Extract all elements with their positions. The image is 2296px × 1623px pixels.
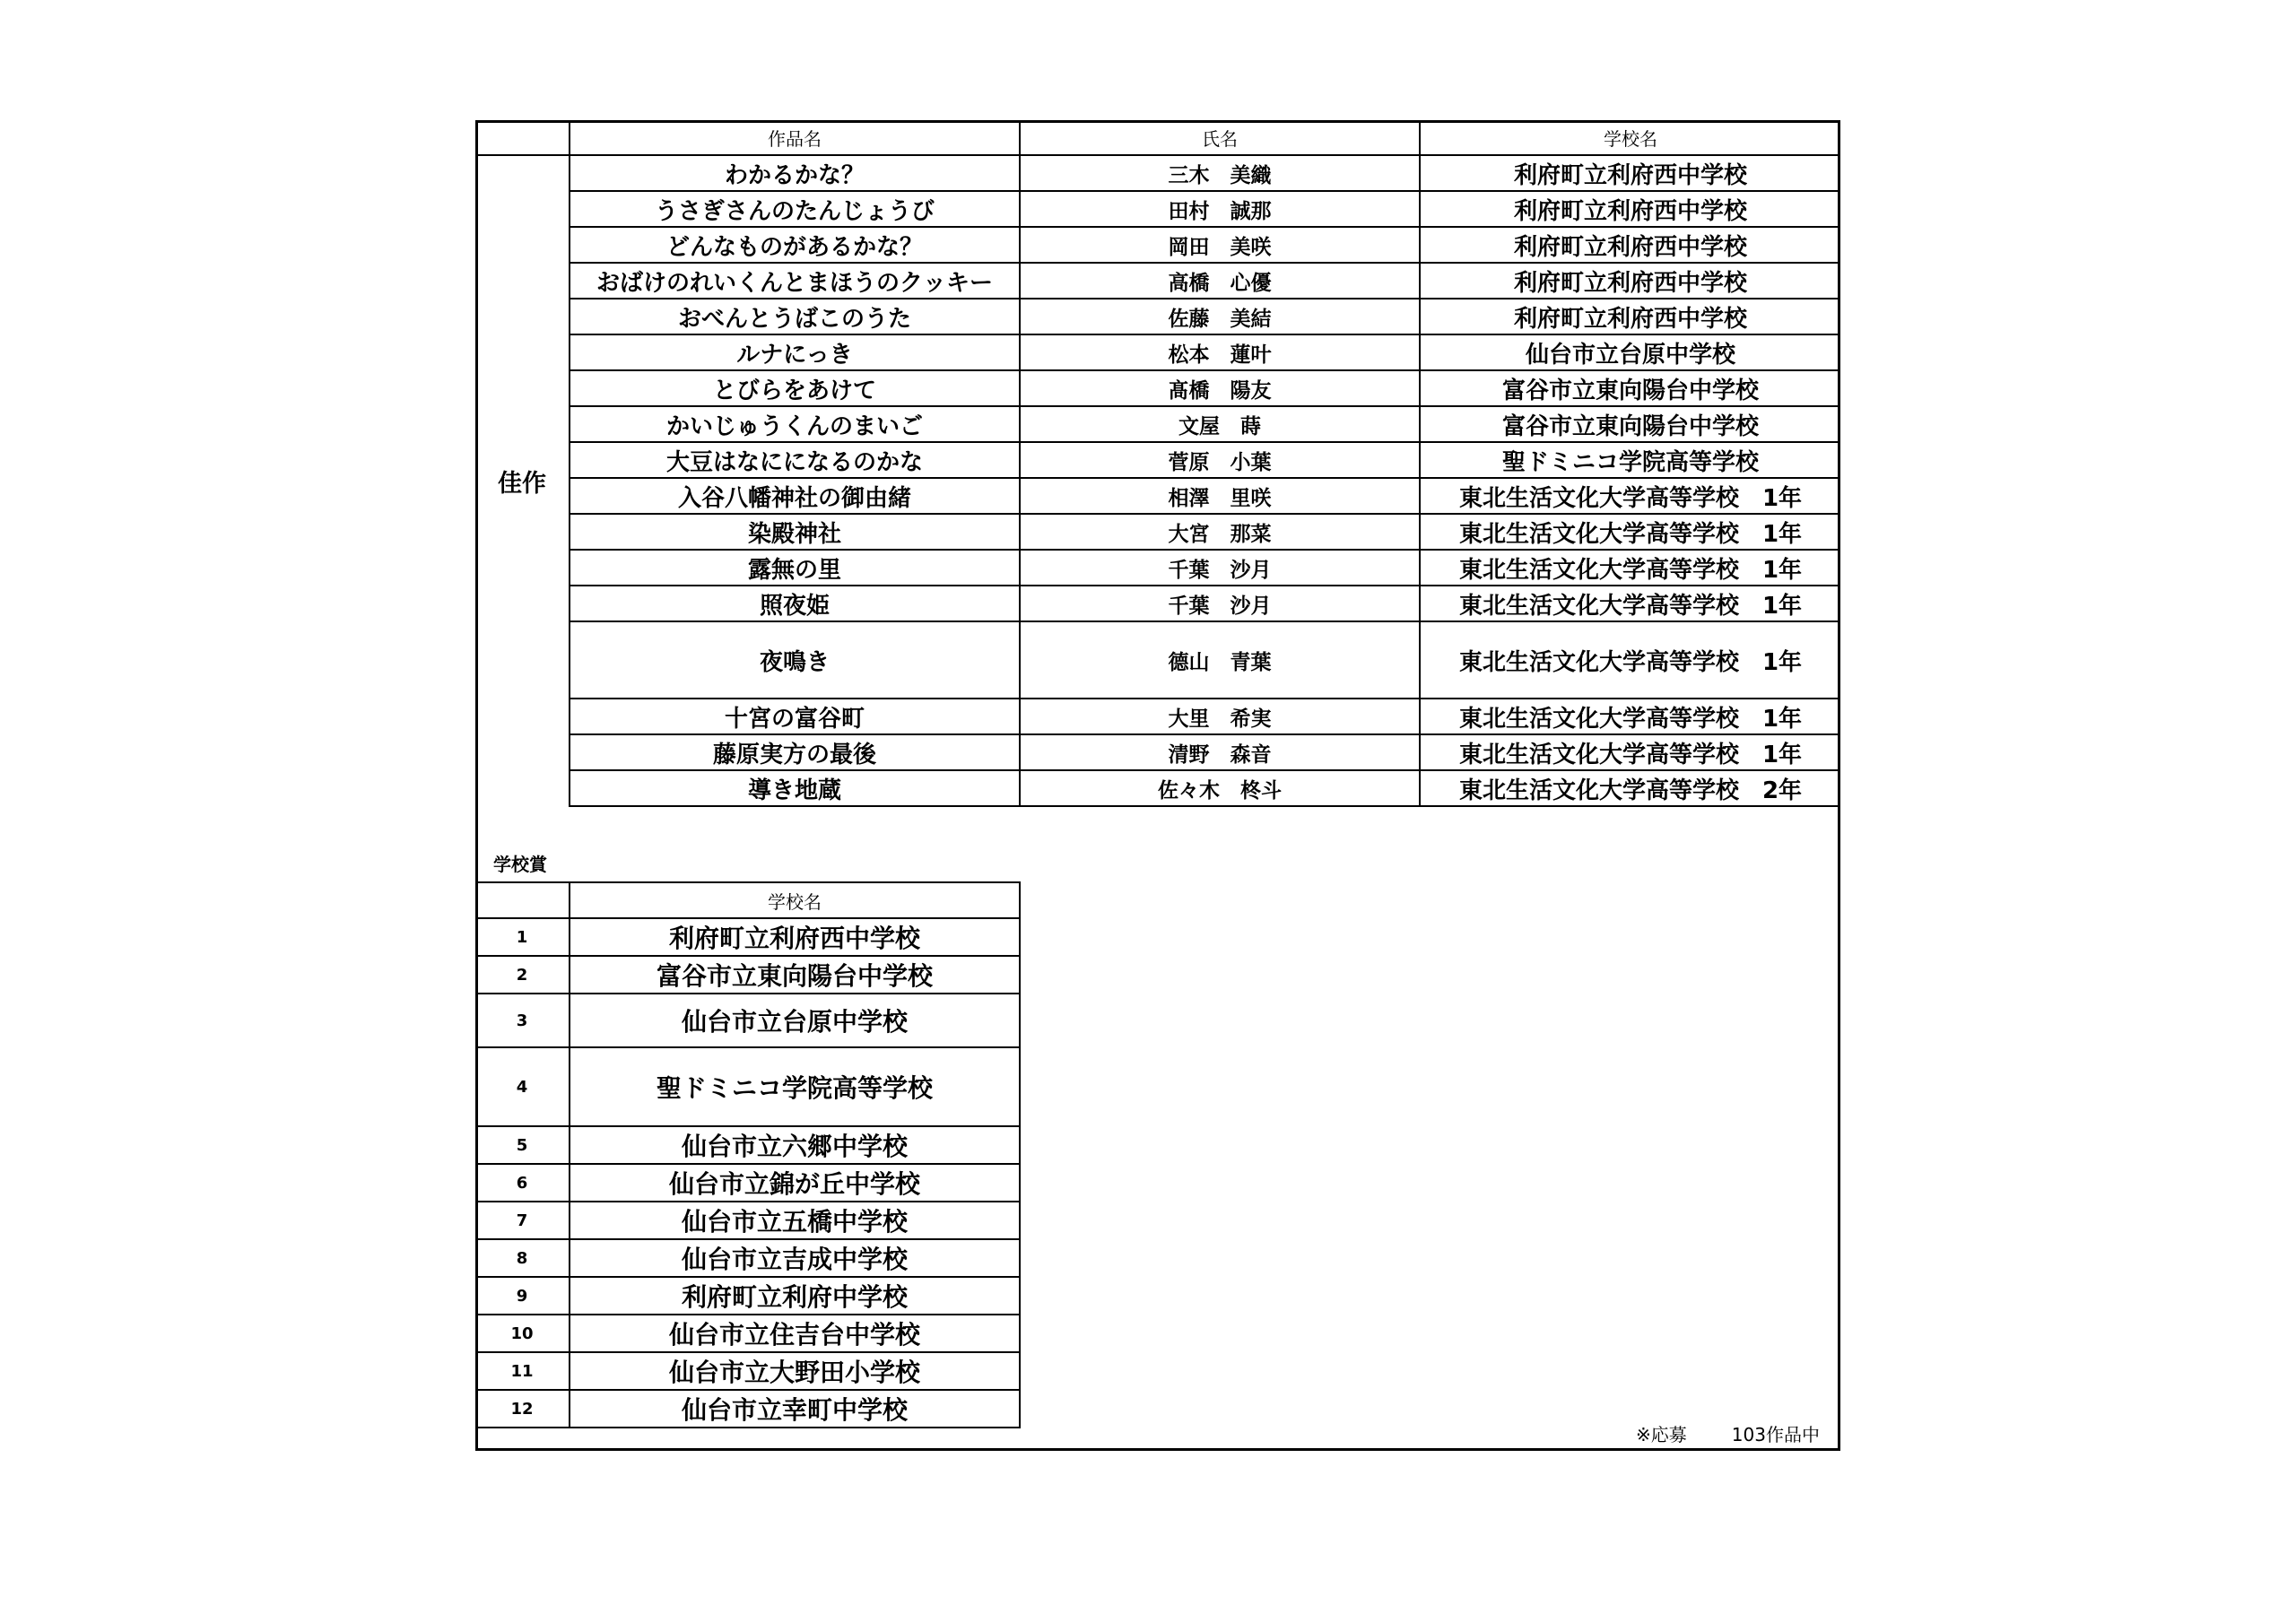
rank-row	[475, 1202, 1020, 1239]
ranked-school-name: 仙台市立住吉台中学校	[570, 1315, 1020, 1352]
work-title-cell: ルナにっき	[570, 334, 1020, 370]
school-name-cell: 東北生活文化大学高等学校 1年	[1420, 478, 1840, 514]
table-row	[475, 191, 1840, 227]
table-row	[475, 370, 1840, 406]
work-title-cell: 十宮の富谷町	[570, 699, 1020, 734]
author-name-cell: 松本 蓮叶	[1020, 334, 1420, 370]
rank-row	[475, 1315, 1020, 1352]
rank-number: 11	[475, 1352, 570, 1390]
author-name-cell: 髙橋 陽友	[1020, 370, 1420, 406]
rank-row	[475, 1390, 1020, 1428]
rank-number: 1	[475, 918, 570, 956]
school-name-cell: 東北生活文化大学高等学校 1年	[1420, 621, 1840, 699]
ranked-school-name: 仙台市立台原中学校	[570, 994, 1020, 1047]
rank-header-school: 学校名	[570, 882, 1020, 918]
table-row	[475, 586, 1840, 621]
school-name-cell: 富谷市立東向陽台中学校	[1420, 406, 1840, 442]
ranked-school-name: 利府町立利府中学校	[570, 1277, 1020, 1315]
ranked-school-name: 仙台市立五橋中学校	[570, 1202, 1020, 1239]
school-name-cell: 東北生活文化大学高等学校 1年	[1420, 699, 1840, 734]
author-name-cell: 清野 森音	[1020, 734, 1420, 770]
rank-row	[475, 1164, 1020, 1202]
ranked-school-name: 利府町立利府西中学校	[570, 918, 1020, 956]
rank-header-blank	[475, 882, 570, 918]
author-name-cell: 相澤 里咲	[1020, 478, 1420, 514]
table-row	[475, 155, 1840, 191]
header-title: 作品名	[570, 120, 1020, 155]
school-name-cell: 聖ドミニコ学院高等学校	[1420, 442, 1840, 478]
work-title-cell: わかるかな？	[570, 155, 1020, 191]
rank-number: 10	[475, 1315, 570, 1352]
ranked-school-name: 聖ドミニコ学院高等学校	[570, 1047, 1020, 1126]
work-title-cell: 染殿神社	[570, 514, 1020, 550]
school-name-cell: 利府町立利府西中学校	[1420, 263, 1840, 299]
rank-row	[475, 1126, 1020, 1164]
rank-row	[475, 956, 1020, 994]
ranked-school-name: 仙台市立大野田小学校	[570, 1352, 1020, 1390]
school-award-label: 学校賞	[493, 854, 547, 875]
ranked-school-name: 仙台市立六郷中学校	[570, 1126, 1020, 1164]
author-name-cell: 三木 美織	[1020, 155, 1420, 191]
school-name-cell: 利府町立利府西中学校	[1420, 191, 1840, 227]
rank-number: 9	[475, 1277, 570, 1315]
school-name-cell: 利府町立利府西中学校	[1420, 299, 1840, 334]
table-row	[475, 263, 1840, 299]
header-school: 学校名	[1420, 120, 1840, 155]
work-title-cell: どんなものがあるかな？	[570, 227, 1020, 263]
school-name-cell: 利府町立利府西中学校	[1420, 227, 1840, 263]
award-category-label: 佳作	[475, 155, 570, 806]
rank-header-row	[475, 882, 1020, 918]
work-title-cell: 入谷八幡神社の御由緒	[570, 478, 1020, 514]
note-right: 103作品中	[1731, 1424, 1820, 1445]
table-row	[475, 442, 1840, 478]
work-title-cell: 照夜姫	[570, 586, 1020, 621]
table-row	[475, 478, 1840, 514]
rank-number: 4	[475, 1047, 570, 1126]
note-left: ※応募	[1636, 1424, 1687, 1445]
author-name-cell: 高橋 心優	[1020, 263, 1420, 299]
school-name-cell: 仙台市立台原中学校	[1420, 334, 1840, 370]
author-name-cell: 千葉 沙月	[1020, 550, 1420, 586]
rank-number: 8	[475, 1239, 570, 1277]
school-name-cell: 東北生活文化大学高等学校 1年	[1420, 734, 1840, 770]
author-name-cell: 千葉 沙月	[1020, 586, 1420, 621]
rank-row	[475, 918, 1020, 956]
work-title-cell: おべんとうばこのうた	[570, 299, 1020, 334]
author-name-cell: 岡田 美咲	[1020, 227, 1420, 263]
table-row	[475, 550, 1840, 586]
table-row	[475, 734, 1840, 770]
school-award-table	[475, 881, 1021, 1428]
header-blank	[475, 120, 570, 155]
work-title-cell: 露無の里	[570, 550, 1020, 586]
table-row	[475, 621, 1840, 699]
rank-row	[475, 1277, 1020, 1315]
rank-number: 6	[475, 1164, 570, 1202]
author-name-cell: 大里 希実	[1020, 699, 1420, 734]
entry-count-note	[1636, 1420, 1820, 1446]
school-name-cell: 利府町立利府西中学校	[1420, 155, 1840, 191]
work-title-cell: おばけのれいくんとまほうのクッキー	[570, 263, 1020, 299]
ranked-school-name: 富谷市立東向陽台中学校	[570, 956, 1020, 994]
table-row	[475, 699, 1840, 734]
ranked-school-name: 仙台市立錦が丘中学校	[570, 1164, 1020, 1202]
rank-number: 12	[475, 1390, 570, 1428]
school-name-cell: 東北生活文化大学高等学校 1年	[1420, 586, 1840, 621]
author-name-cell: 田村 誠那	[1020, 191, 1420, 227]
work-title-cell: 夜鳴き	[570, 621, 1020, 699]
table-row	[475, 770, 1840, 806]
header-name: 氏名	[1020, 120, 1420, 155]
work-title-cell: 導き地蔵	[570, 770, 1020, 806]
author-name-cell: 佐藤 美結	[1020, 299, 1420, 334]
author-name-cell: 佐々木 柊斗	[1020, 770, 1420, 806]
work-title-cell: とびらをあけて	[570, 370, 1020, 406]
work-title-cell: かいじゅうくんのまいご	[570, 406, 1020, 442]
work-title-cell: 大豆はなにになるのかな	[570, 442, 1020, 478]
rank-row	[475, 1239, 1020, 1277]
school-name-cell: 東北生活文化大学高等学校 2年	[1420, 770, 1840, 806]
school-name-cell: 富谷市立東向陽台中学校	[1420, 370, 1840, 406]
author-name-cell: 菅原 小葉	[1020, 442, 1420, 478]
work-title-cell: 藤原実方の最後	[570, 734, 1020, 770]
table-row	[475, 406, 1840, 442]
rank-number: 3	[475, 994, 570, 1047]
honorable-mention-table	[475, 120, 1840, 807]
table-row	[475, 334, 1840, 370]
table-row	[475, 299, 1840, 334]
author-name-cell: 德山 青葉	[1020, 621, 1420, 699]
rank-row	[475, 1352, 1020, 1390]
rank-row	[475, 994, 1020, 1047]
table-row	[475, 227, 1840, 263]
author-name-cell: 文屋 蒔	[1020, 406, 1420, 442]
rank-number: 2	[475, 956, 570, 994]
rank-row	[475, 1047, 1020, 1126]
school-name-cell: 東北生活文化大学高等学校 1年	[1420, 550, 1840, 586]
rank-number: 5	[475, 1126, 570, 1164]
rank-number: 7	[475, 1202, 570, 1239]
author-name-cell: 大宮 那菜	[1020, 514, 1420, 550]
table-header-row	[475, 120, 1840, 155]
school-name-cell: 東北生活文化大学高等学校 1年	[1420, 514, 1840, 550]
ranked-school-name: 仙台市立吉成中学校	[570, 1239, 1020, 1277]
ranked-school-name: 仙台市立幸町中学校	[570, 1390, 1020, 1428]
work-title-cell: うさぎさんのたんじょうび	[570, 191, 1020, 227]
table-row	[475, 514, 1840, 550]
